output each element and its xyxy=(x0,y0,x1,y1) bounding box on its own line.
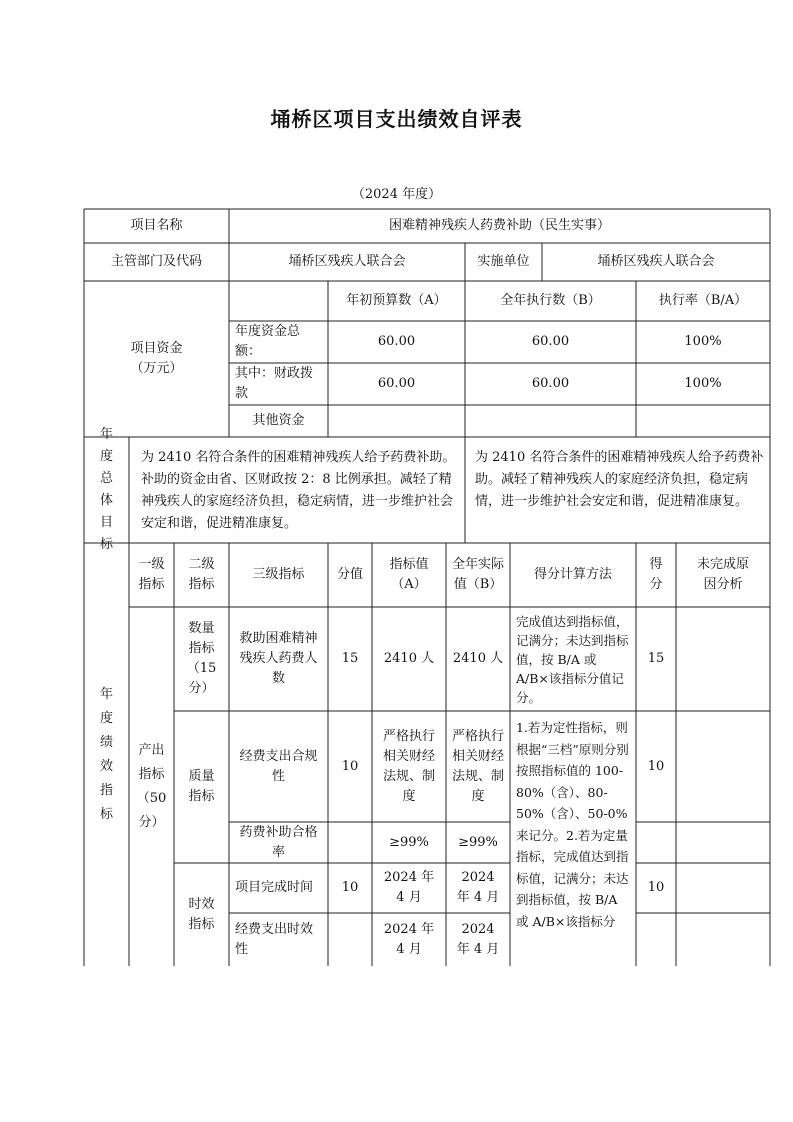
funds-row-other-name: 其他资金 xyxy=(252,413,305,428)
timeliness-value: 10 xyxy=(341,880,359,895)
funds-col-budget: 年初预算数（A） xyxy=(346,293,447,308)
funds-row-total-rate: 100% xyxy=(684,334,722,349)
goals-planned: 为 2410 名符合条件的困难精神残疾人给予药费补助。补助的资金由省、区财政按 2：8 比例承担。减轻了精神残疾人的家庭经济负担，稳定病情，进一步维护社会安定和谐，促进精准康复。 xyxy=(141,450,456,531)
quality-row2-level3: 药费补助合格率 xyxy=(239,824,318,860)
funds-row-other-rate xyxy=(636,405,770,437)
quality-level2: 质量指标 xyxy=(188,769,215,804)
quality-row2-target: ≥99% xyxy=(389,834,429,850)
header-reason: 未完成原因分析 xyxy=(696,557,749,592)
timeliness-row1-actual: 2024 年 4 月 xyxy=(456,870,500,905)
header-level2: 二级指标 xyxy=(188,557,215,592)
timeliness-row2-level3: 经费支出时效性 xyxy=(235,921,314,957)
project-name-value: 困难精神残疾人药费补助（民生实事） xyxy=(388,218,610,233)
quantity-level3: 救助困难精神残疾人药费人数 xyxy=(239,631,318,686)
quantity-reason xyxy=(676,607,770,711)
funds-row-other-budget xyxy=(328,405,465,437)
quality-row1-level3: 经费支出合规性 xyxy=(239,748,318,784)
funds-label-line2: （万元） xyxy=(130,361,183,376)
funds-label xyxy=(84,281,229,437)
timeliness-row1-target: 2024 年 4 月 xyxy=(383,870,435,905)
header-target: 指标值（A） xyxy=(389,557,429,592)
header-method: 得分计算方法 xyxy=(533,567,612,582)
funds-row-fiscal-budget: 60.00 xyxy=(377,376,416,391)
quantity-method: 完成值达到指标值，记满分；未达到指标值，按 B/A 或 A/B×该指标分值记分。 xyxy=(516,613,629,705)
quantity-score: 15 xyxy=(647,651,665,666)
funds-col-rate: 执行率（B/A） xyxy=(658,293,748,308)
header-score-value: 分值 xyxy=(336,567,363,582)
funds-label-line1: 项目资金 xyxy=(130,341,183,356)
quantity-actual: 2410 人 xyxy=(452,651,504,666)
goals-label: 年度总体目标 xyxy=(99,427,113,552)
level1-output: 产出指标（50 分） xyxy=(136,742,167,830)
quantity-value: 15 xyxy=(341,651,359,666)
header-actual: 全年实际值（B） xyxy=(451,557,504,592)
goals-actual: 为 2410 名符合条件的困难精神残疾人给予药费补助。减轻了精神残疾人的家庭经济负担，稳定病情，进一步维护社会安定和谐，促进精准康复。 xyxy=(475,450,764,509)
funds-row-fiscal-exec: 60.00 xyxy=(531,376,570,391)
method-shared: 1.若为定性指标，则根据“三档”原则分别按照指标值的 100-80%（含）、80-50%（含）、50-0%来记分。2.若为定量指标，完成值达到指标值，记满分；未达到指标值，按 B/A 或 A/B×该指标分 xyxy=(516,720,629,929)
quality-row1-target: 严格执行相关财经法规、制度 xyxy=(382,728,435,804)
funds-row-total-name: 年度资金总额： xyxy=(235,324,301,359)
funds-col-exec: 全年执行数（B） xyxy=(500,293,601,308)
impl-label: 实施单位 xyxy=(477,254,530,269)
quantity-level2: 数量指标（15 分） xyxy=(186,621,217,696)
timeliness-row2-actual: 2024 年 4 月 xyxy=(456,921,500,957)
timeliness-score: 10 xyxy=(647,880,665,895)
impl-value: 埇桥区残疾人联合会 xyxy=(597,254,715,269)
project-name-label: 项目名称 xyxy=(130,218,183,233)
quantity-target: 2410 人 xyxy=(383,651,435,666)
header-score: 得分 xyxy=(649,557,663,592)
indicators-section-label: 年度绩效指标 xyxy=(99,686,113,822)
timeliness-row1-level3: 项目完成时间 xyxy=(235,880,314,895)
quality-row2-actual: ≥99% xyxy=(458,834,498,850)
quality-row1-actual: 严格执行相关财经法规、制度 xyxy=(452,728,505,804)
header-level3: 三级指标 xyxy=(252,567,305,582)
dept-label: 主管部门及代码 xyxy=(110,254,202,269)
dept-value: 埇桥区残疾人联合会 xyxy=(288,254,406,269)
page-title: 埇桥区项目支出绩效自评表 xyxy=(270,107,523,131)
funds-row-total-budget: 60.00 xyxy=(377,334,416,349)
timeliness-row2-target: 2024 年 4 月 xyxy=(383,921,435,957)
report-year: （2024 年度） xyxy=(351,187,442,202)
quality-score: 10 xyxy=(647,758,665,774)
funds-row-fiscal-name: 其中：财政拨款 xyxy=(235,366,314,401)
quality-value: 10 xyxy=(341,758,359,774)
funds-row-fiscal-rate: 100% xyxy=(684,376,722,391)
funds-row-other-exec xyxy=(465,405,636,437)
funds-row-total-exec: 60.00 xyxy=(531,334,570,349)
header-level1: 一级指标 xyxy=(138,557,165,592)
timeliness-level2: 时效指标 xyxy=(188,896,215,932)
